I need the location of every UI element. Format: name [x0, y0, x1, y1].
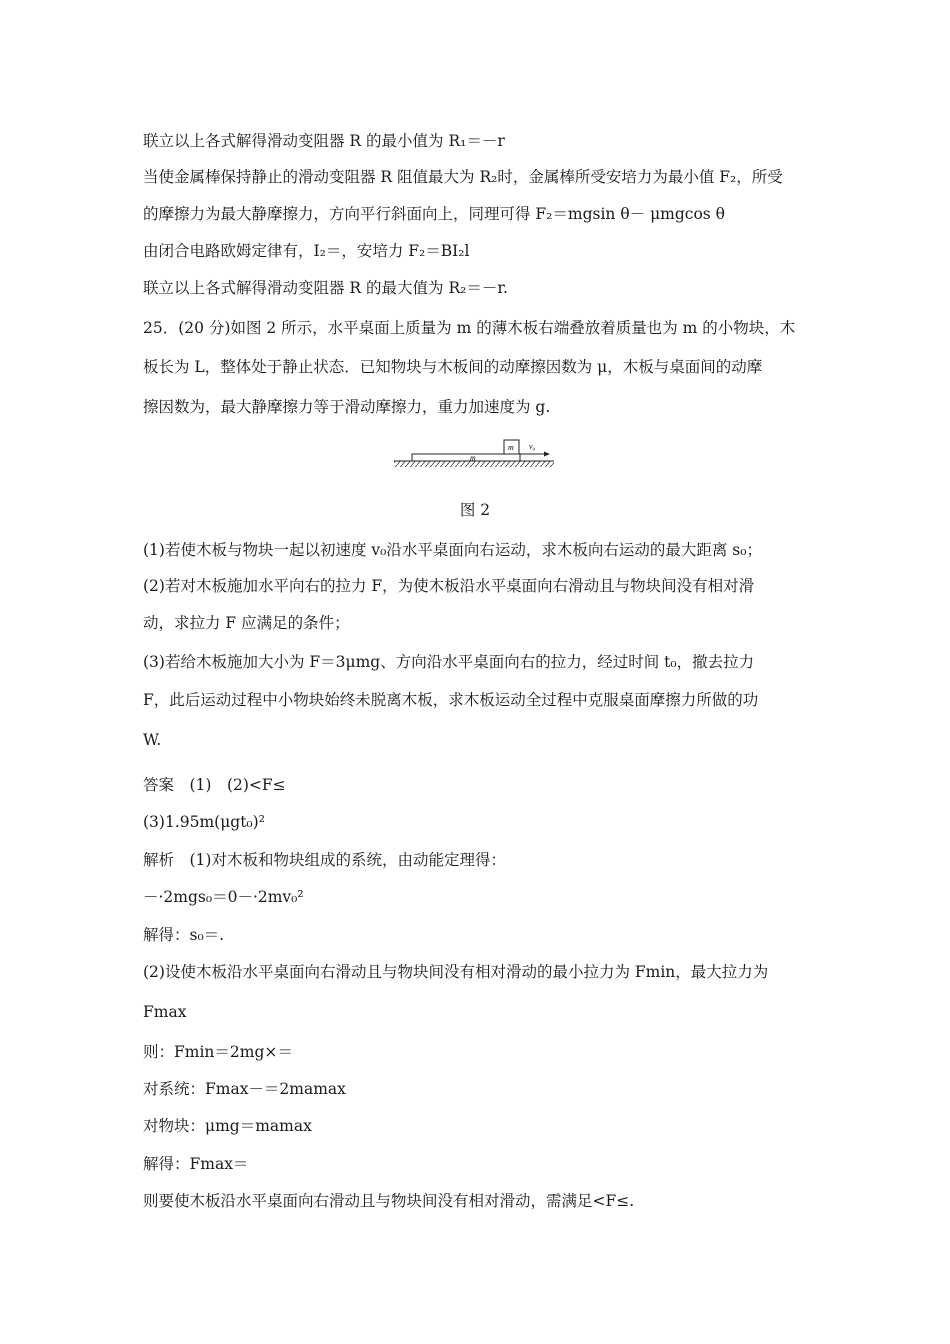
analysis-line: 对物块：μmg＝mamax [143, 1117, 312, 1135]
question-line: F，此后运动过程中小物块始终未脱离木板，求木板运动全过程中克服桌面摩擦力所做的功 [143, 691, 759, 709]
question-line: (3)若给木板施加大小为 F＝3μmg、方向沿水平桌面向右的拉力，经过时间 t₀，撤去拉力 [143, 653, 755, 671]
paragraph-line: 的摩擦力为最大静摩擦力，方向平行斜面向上，同理可得 F₂＝mgsin θ－ μmgcos θ [143, 205, 726, 223]
figure-caption: 图 2 [459, 501, 491, 519]
board-label: m [470, 453, 476, 463]
velocity-label: v₀ [529, 442, 536, 451]
analysis-line: 则：Fmin＝2mg×＝ [143, 1043, 293, 1061]
arrowhead-icon [544, 452, 550, 457]
analysis-line: 解得：Fmax＝ [143, 1155, 249, 1173]
paragraph-line: 联立以上各式解得滑动变阻器 R 的最小值为 R₁＝－r [143, 132, 505, 150]
analysis-line: 解得：s₀＝. [143, 926, 225, 944]
block-label: m [508, 443, 514, 452]
analysis-line: Fmax [143, 1003, 187, 1021]
answer-line: (3)1.95m(μgt₀)² [143, 813, 265, 831]
answer-line: 答案 (1) (2)<F≤ [143, 776, 286, 794]
analysis-line: (2)设使木板沿水平桌面向右滑动且与物块间没有相对滑动的最小拉力为 Fmin，最大拉力为 [143, 963, 769, 981]
analysis-line: 对系统：Fmax－＝2mamax [143, 1080, 346, 1098]
analysis-line: 解析 (1)对木板和物块组成的系统，由动能定理得： [143, 851, 506, 869]
analysis-line: 则要使木板沿水平桌面向右滑动且与物块间没有相对滑动，需满足<F≤. [143, 1192, 635, 1210]
paragraph-line: 当使金属棒保持静止的滑动变阻器 R 阻值最大为 R₂时，金属棒所受安培力为最小值 F₂，所受 [143, 168, 783, 186]
problem-25-line: 板长为 L，整体处于静止状态．已知物块与木板间的动摩擦因数为 μ，木板与桌面间的动摩 [143, 358, 763, 376]
question-line: W. [143, 731, 162, 749]
wooden-board [412, 454, 520, 461]
question-line: (2)若对木板施加水平向右的拉力 F，为使木板沿水平桌面向右滑动且与物块间没有相对滑 [143, 577, 755, 595]
board-block-figure [392, 435, 558, 469]
paragraph-line: 联立以上各式解得滑动变阻器 R 的最大值为 R₂＝－r. [143, 279, 508, 297]
question-line: (1)若使木板与物块一起以初速度 v₀沿水平桌面向右运动，求木板向右运动的最大距离 s₀； [143, 541, 762, 559]
problem-25-line: 擦因数为，最大静摩擦力等于滑动摩擦力，重力加速度为 g. [143, 398, 551, 416]
paragraph-line: 由闭合电路欧姆定律有，I₂＝，安培力 F₂＝BI₂l [143, 242, 470, 260]
analysis-line: －·2mgs₀＝0－·2mv₀² [143, 888, 304, 906]
question-line: 动，求拉力 F 应满足的条件； [143, 614, 350, 632]
problem-25-line: 25．(20 分)如图 2 所示，水平桌面上质量为 m 的薄木板右端叠放着质量也为 m 的小物块，木 [143, 319, 796, 337]
